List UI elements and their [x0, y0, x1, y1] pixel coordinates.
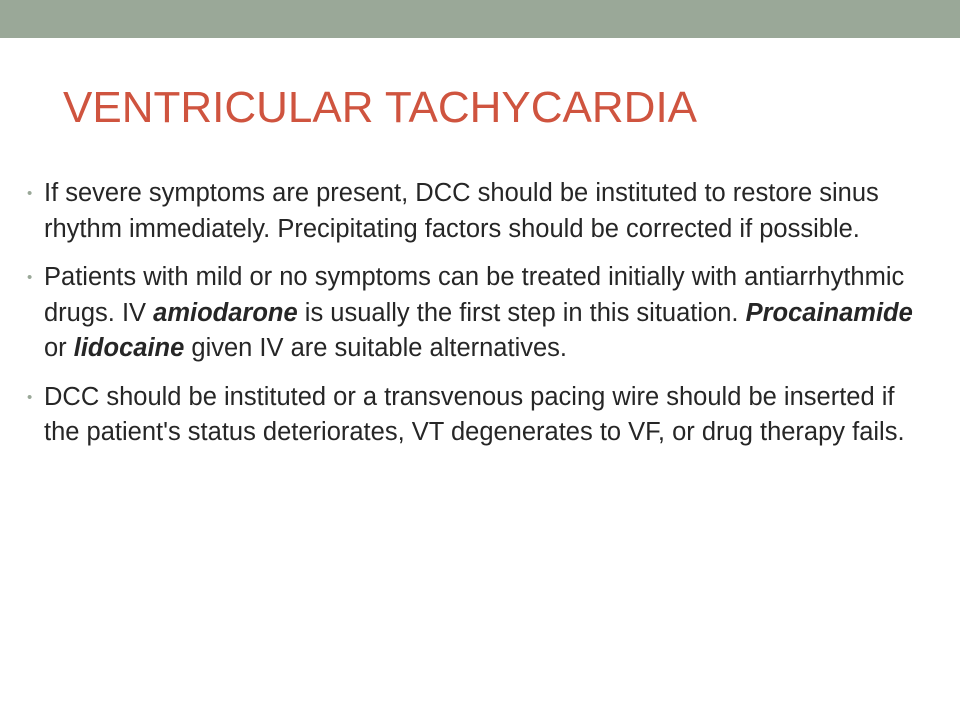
bullet-item — [25, 380, 930, 451]
bullet-text: is usually the first step in this situation. — [297, 298, 746, 327]
drug-name-lidocaine: lidocaine — [73, 334, 185, 362]
bullet-text: Patients with mild or no symptoms can be treated initially with antiarrhythmic drugs. IV — [44, 263, 905, 327]
bullet-dot-icon: • — [27, 269, 33, 286]
slide-title: VENTRICULAR TACHYCARDIA — [63, 83, 698, 132]
bullet-text: If severe symptoms are present, DCC should be instituted to restore sinus rhythm immediately. Precipitating factors should be corrected if possible. — [44, 179, 879, 243]
bullet-text: or — [44, 334, 74, 362]
drug-name-amiodarone: amiodarone — [153, 298, 298, 327]
bullet-dot-icon: • — [27, 185, 33, 202]
bullet-list — [25, 176, 930, 464]
bullet-item — [25, 260, 930, 367]
drug-name-procainamide: Procainamide — [745, 298, 913, 327]
bullet-dot-icon: • — [27, 388, 33, 406]
top-accent-bar — [0, 0, 960, 38]
bullet-text: given IV are suitable alternatives. — [184, 334, 568, 362]
bullet-text: DCC should be instituted or a transvenous pacing wire should be inserted if the patient's status deteriorates, VT degenerates to VF, or drug therapy fails. — [44, 382, 905, 446]
bullet-item — [25, 176, 930, 247]
